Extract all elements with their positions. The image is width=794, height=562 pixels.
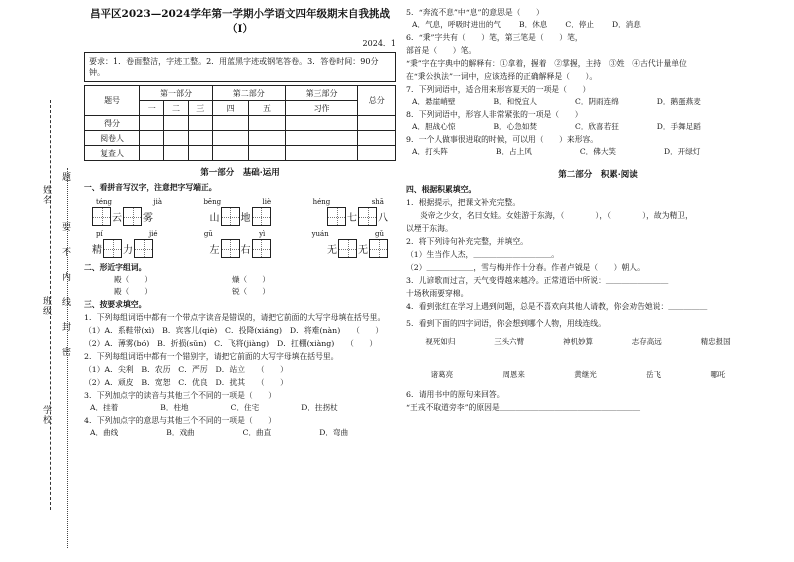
person-name[interactable]: 黄继光 <box>574 370 597 379</box>
left-column <box>84 6 396 439</box>
score-cell[interactable] <box>188 116 212 131</box>
pinyin: pí <box>96 230 103 238</box>
person-name[interactable]: 周恩来 <box>502 370 525 379</box>
writing-row <box>84 207 396 226</box>
option[interactable]: D．手舞足蹈 <box>656 122 701 131</box>
option[interactable]: A．打头阵 <box>412 147 448 156</box>
question-line: （2）＿＿＿＿＿＿，雪与梅并作十分春。作者卢钺是（ ）朝人。 <box>406 263 645 272</box>
question: 4．看到张红在学习上遇到问题，总是不喜欢向其他人请教，你会劝告她说：＿＿＿＿＿ <box>406 302 708 311</box>
question: 1．根据提示，把课文补充完整。 <box>406 198 521 207</box>
row-label: 得分 <box>85 116 140 131</box>
score-cell[interactable] <box>249 116 285 131</box>
char-item[interactable]: 殿（ ） <box>114 275 152 284</box>
score-cell[interactable] <box>358 131 396 146</box>
part2-header: 第二部分 <box>212 86 285 101</box>
exam-date: 2024．1 <box>362 39 396 48</box>
section-heading: 一、看拼音写汉字，注意把字写端正。 <box>84 183 217 192</box>
option[interactable]: A．悬崖峭壁 <box>412 97 456 106</box>
score-header-label: 题号 <box>85 86 140 116</box>
question: 6．“秉”字共有（ ）笔，第三笔是（ ）笔， <box>406 33 583 42</box>
option[interactable]: C．曲直 <box>242 428 272 437</box>
writing-box[interactable] <box>338 239 357 258</box>
score-cell[interactable] <box>212 116 248 131</box>
class-label: 班级 <box>41 296 51 316</box>
options-row <box>406 19 790 31</box>
question: 9．一个人做事很进取的时候，可以用（ ）来形容。 <box>406 135 599 144</box>
options-row <box>84 402 396 414</box>
question: 5．看到下面的四字词语，你会想到哪个人物，用线连线。 <box>406 319 606 328</box>
option[interactable]: A．气息，呼吸时进出的气 <box>412 20 502 29</box>
question-line: 以堙于东海。 <box>406 224 453 233</box>
writing-row <box>84 239 396 258</box>
question-line: “秉”字在字典中的解释有：①拿着，握着 ②掌握，主持 ③姓 ④古代计量单位 <box>406 59 687 68</box>
given-char: 无 <box>358 245 368 256</box>
page-title: 昌平区2023—2024学年第一学期小学语文四年级期末自我挑战（Ⅰ） <box>90 8 390 35</box>
pinyin: yuán <box>311 230 329 238</box>
score-cell[interactable] <box>249 146 285 161</box>
col-header: 五 <box>249 101 285 116</box>
writing-box[interactable] <box>252 207 271 226</box>
question: 2．下列每组词语中都有一个错别字，请把它前面的大写字母填在括号里。 <box>84 352 339 361</box>
score-cell[interactable] <box>249 131 285 146</box>
section-heading: 三、按要求填空。 <box>84 300 147 309</box>
writing-box[interactable] <box>221 207 240 226</box>
option[interactable]: D．拄拐杖 <box>301 403 338 412</box>
question: 4．下列加点字的意思与其他三个不同的一项是（ ） <box>84 416 277 425</box>
score-cell[interactable] <box>212 131 248 146</box>
row-label: 阅卷人 <box>85 131 140 146</box>
col-header: 习作 <box>285 101 358 116</box>
options-row <box>406 121 790 133</box>
option[interactable]: B．心急如焚 <box>493 122 538 131</box>
seal-char: 封 <box>62 323 72 333</box>
given-char: 精 <box>92 245 102 256</box>
pinyin-row <box>84 198 396 206</box>
table-row <box>85 116 396 131</box>
seal-char: 密 <box>62 348 72 358</box>
options-row <box>406 146 790 158</box>
col-header: 二 <box>164 101 188 116</box>
score-cell[interactable] <box>358 116 396 131</box>
question: 2．将下列诗句补充完整，并填空。 <box>406 237 528 246</box>
seal-char: 题 <box>62 173 72 183</box>
question: 3．儿谚歌而过言，天气变得越来越冷。正常道语中所说：＿＿＿＿＿＿＿＿ <box>406 276 669 285</box>
question: 7．下列词语中，适合用来形容夏天的一项是（ ） <box>406 85 591 94</box>
question: 5．“奔流不息”中“息”的意思是（ ） <box>406 8 544 17</box>
col-header: 四 <box>212 101 248 116</box>
writing-box[interactable] <box>252 239 271 258</box>
section-heading: 二、形近字组词。 <box>84 263 147 272</box>
question-option: （2）A．顽皮 B．宽恕 C．优良 D．扰其 （ ） <box>84 378 288 387</box>
pinyin: yì <box>259 230 266 238</box>
similar-chars <box>84 274 396 286</box>
option[interactable]: C．阴雨连绵 <box>575 97 619 106</box>
writing-box[interactable] <box>134 239 153 258</box>
col-header: 三 <box>188 101 212 116</box>
question-line: （1）生当作人杰，＿＿＿＿＿＿＿＿＿＿。 <box>406 250 560 259</box>
pinyin: héng <box>312 198 331 206</box>
given-char: 云 <box>112 213 122 224</box>
idiom-word[interactable]: 志存高远 <box>631 337 662 346</box>
option[interactable]: B．休息 <box>519 20 548 29</box>
score-cell[interactable] <box>164 116 188 131</box>
idiom-word[interactable]: 视死如归 <box>425 337 456 346</box>
total-header: 总分 <box>358 86 396 116</box>
cut-line <box>50 100 51 510</box>
given-char: 地 <box>240 213 251 224</box>
pinyin: liè <box>262 198 272 206</box>
question-option: （1）A．尖利 B．农历 C．严厉 D．站立 （ ） <box>84 365 288 374</box>
seal-char: 不 <box>62 248 72 258</box>
score-cell[interactable] <box>140 131 164 146</box>
question-option: （2）A．薄雾(bó) B．折损(sǔn) C．飞将(jiàng) D．扛棚(xiàng) （ ） <box>84 339 378 348</box>
score-cell[interactable] <box>140 116 164 131</box>
pinyin: téng <box>96 198 112 206</box>
score-cell[interactable] <box>358 146 396 161</box>
section-heading: 四、根据积累填空。 <box>406 185 477 194</box>
binding-margin <box>0 0 80 562</box>
char-item[interactable]: 殿（ ） <box>114 287 152 296</box>
seal-char: 线 <box>62 298 72 308</box>
question-line: 在“秉公执法”一词中，应该选择的正确解释是（ ）。 <box>406 72 598 81</box>
option[interactable]: B．和悦宜人 <box>493 97 538 106</box>
char-item[interactable]: 燥（ ） <box>231 275 270 284</box>
pinyin: gū <box>203 230 213 238</box>
question: 1．下列每组词语中都有一个带点字读音是错误的，请把它前面的大写字母填在括号里。 <box>84 313 386 322</box>
writing-box[interactable] <box>123 207 142 226</box>
score-cell[interactable] <box>212 146 248 161</box>
part1-title: 第一部分 基础·运用 <box>200 168 280 178</box>
options-row <box>84 427 396 439</box>
pinyin-row <box>84 230 396 238</box>
score-cell[interactable] <box>285 116 358 131</box>
person-name[interactable]: 哪吒 <box>710 370 726 379</box>
question-line: 十场秋雨要穿棉。 <box>406 289 469 298</box>
score-cell[interactable] <box>140 146 164 161</box>
score-cell[interactable] <box>188 146 212 161</box>
option[interactable]: B．占上风 <box>495 147 532 156</box>
pinyin: bēng <box>203 198 222 206</box>
part2-title: 第二部分 积累·阅读 <box>558 170 638 180</box>
score-cell[interactable] <box>188 131 212 146</box>
pinyin: gǔ <box>374 230 384 238</box>
writing-box[interactable] <box>369 239 388 258</box>
pinyin: shā <box>371 198 384 206</box>
person-name[interactable]: 诸葛亮 <box>430 370 454 379</box>
given-char: 左 <box>209 245 220 256</box>
pinyin: jié <box>149 230 158 238</box>
seal-char: 内 <box>62 273 72 283</box>
names-row <box>406 369 790 380</box>
given-char: 八 <box>378 213 388 224</box>
score-cell[interactable] <box>164 146 188 161</box>
question-line: “王戎不取道旁李”的原因是＿＿＿＿＿＿＿＿＿＿＿＿＿＿＿＿＿＿ <box>406 403 641 412</box>
question-line: 部首是（ ）笔。 <box>406 46 477 55</box>
given-char: 力 <box>123 245 133 256</box>
option[interactable]: C．欣喜若狂 <box>575 122 619 131</box>
option[interactable]: C．佛大笑 <box>579 147 617 156</box>
table-row <box>85 131 396 146</box>
option[interactable]: B．戏曲 <box>166 428 195 437</box>
options-row <box>406 96 790 108</box>
given-char: 山 <box>209 213 220 224</box>
score-table <box>84 85 396 161</box>
writing-box[interactable] <box>92 207 111 226</box>
question-line: 炎帝之少女，名曰女娃。女娃游于东海，（ ），（ ），故为精卫， <box>420 211 693 220</box>
writing-box[interactable] <box>221 239 240 258</box>
question: 3．下列加点字的读音与其他三个不同的一项是（ ） <box>84 391 277 400</box>
pinyin: jià <box>153 198 162 206</box>
option[interactable]: A．胆战心惊 <box>412 122 456 131</box>
table-row <box>85 146 396 161</box>
score-cell[interactable] <box>285 131 358 146</box>
name-label: 姓名 <box>41 185 51 205</box>
similar-chars <box>84 286 396 298</box>
option[interactable]: A．曲线 <box>90 428 119 437</box>
option[interactable]: C．停止 <box>565 20 594 29</box>
right-column <box>406 6 790 414</box>
idiom-word[interactable]: 三头六臂 <box>494 337 525 346</box>
option[interactable]: D．鹅蛋燕麦 <box>656 97 701 106</box>
seal-char: 要 <box>62 223 72 233</box>
idiom-word[interactable]: 神机妙算 <box>562 337 593 346</box>
writing-box[interactable] <box>358 207 377 226</box>
given-char: 七 <box>347 213 357 224</box>
option[interactable]: A．挂着 <box>90 403 119 412</box>
given-char: 无 <box>327 245 337 256</box>
person-name[interactable]: 岳飞 <box>646 370 662 379</box>
char-item[interactable]: 锐（ ） <box>231 287 270 296</box>
option[interactable]: D．消息 <box>611 20 641 29</box>
writing-box[interactable] <box>103 239 122 258</box>
question: 6．请用书中的原句来回答。 <box>406 390 505 399</box>
question-option: （1）A．系鞋带(xì) B．宾客儿(qiè) C．投降(xiáng) D．将难(nàn) （ ） <box>84 326 384 335</box>
writing-box[interactable] <box>327 207 346 226</box>
given-char: 右 <box>240 245 251 256</box>
score-cell[interactable] <box>164 131 188 146</box>
option[interactable]: C．住宅 <box>230 403 260 412</box>
option[interactable]: B．柱地 <box>160 403 189 412</box>
option[interactable]: D．开绿灯 <box>664 147 701 156</box>
score-cell[interactable] <box>285 146 358 161</box>
given-char: 雾 <box>143 213 153 224</box>
option[interactable]: D．弯曲 <box>319 428 349 437</box>
row-label: 复查人 <box>85 146 140 161</box>
part3-header: 第三部分 <box>285 86 358 101</box>
words-row <box>406 336 790 347</box>
col-header: 一 <box>140 101 164 116</box>
school-label: 学校 <box>41 405 51 425</box>
requirements-box: 要求：1．卷面整洁，字迹工整。2．用蓝黑字迹或钢笔答卷。3．答卷时间：90分钟。 <box>84 52 396 82</box>
question: 8．下列词语中，形容人非常紧张的一项是（ ） <box>406 110 583 119</box>
part1-header: 第一部分 <box>140 86 213 101</box>
idiom-word[interactable]: 精忠报国 <box>700 337 731 346</box>
